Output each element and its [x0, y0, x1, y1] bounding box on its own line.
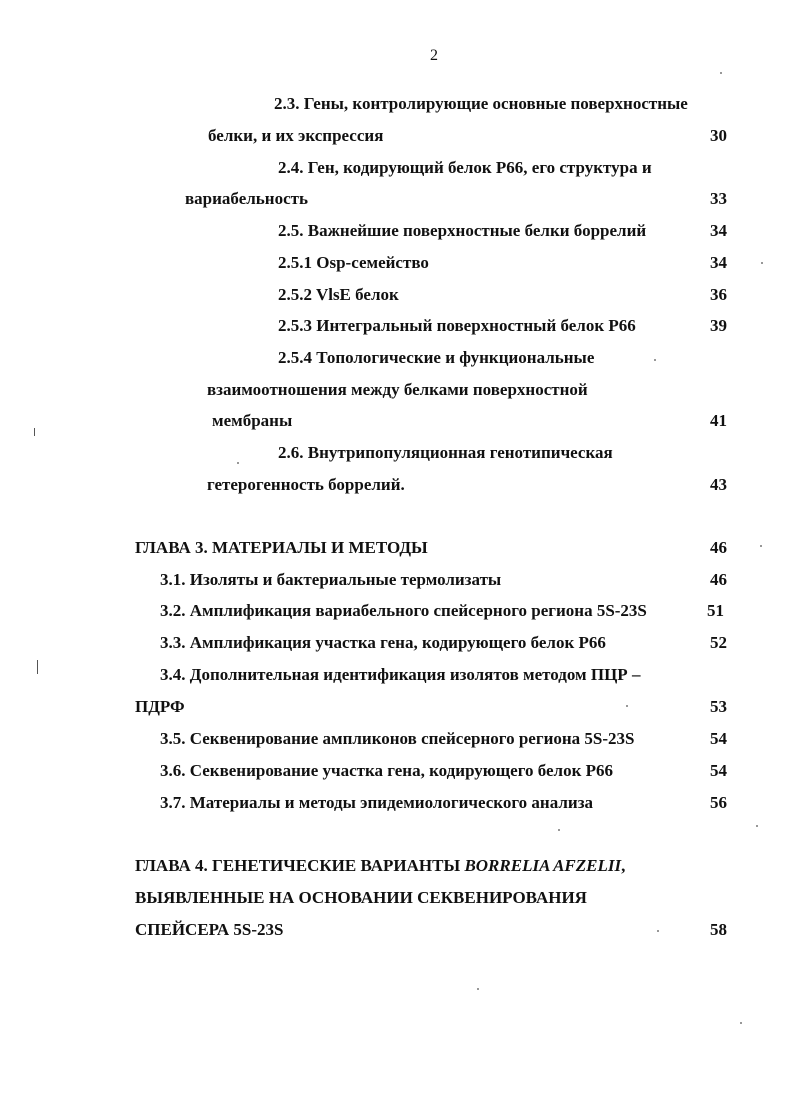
toc-entry-2-5-4-line1: 2.5.4 Топологические и функциональные: [278, 348, 595, 367]
toc-entry-2-5-3: 2.5.3 Интегральный поверхностный белок Р66: [278, 316, 636, 335]
toc-page-3-2: 51: [707, 601, 724, 620]
toc-page-2-5-4: 41: [710, 411, 727, 430]
toc-chapter-4-line2: ВЫЯВЛЕННЫЕ НА ОСНОВАНИИ СЕКВЕНИРОВАНИЯ: [135, 888, 587, 907]
scan-speck: [740, 1022, 742, 1024]
toc-page-3-4: 53: [710, 697, 727, 716]
toc-page-2-5: 34: [710, 221, 727, 240]
toc-entry-2-3-line1: 2.3. Гены, контролирующие основные поверхностные: [274, 94, 688, 113]
toc-entry-3-1: 3.1. Изоляты и бактериальные термолизаты: [160, 570, 502, 589]
scan-speck: [657, 930, 659, 932]
toc-entry-3-5: 3.5. Секвенирование ампликонов спейсерного региона 5S-23S: [160, 729, 635, 748]
toc-entry-2-5-4-line2: взаимоотношения между белками поверхностной: [207, 380, 588, 399]
chapter-4-prefix: ГЛАВА 4. ГЕНЕТИЧЕСКИЕ ВАРИАНТЫ: [135, 856, 465, 875]
toc-entry-2-5-4-line3: мембраны: [212, 411, 293, 430]
toc-page-3-5: 54: [710, 729, 727, 748]
toc-entry-2-5-2: 2.5.2 VlsE белок: [278, 285, 399, 304]
toc-entry-2-5-1: 2.5.1 Osp-семейство: [278, 253, 429, 272]
toc-page-2-5-2: 36: [710, 285, 727, 304]
toc-page-2-5-3: 39: [710, 316, 727, 335]
toc-page-3-6: 54: [710, 761, 727, 780]
toc-chapter-3: ГЛАВА 3. МАТЕРИАЛЫ И МЕТОДЫ: [135, 538, 428, 557]
toc-entry-3-7: 3.7. Материалы и методы эпидемиологического анализа: [160, 793, 594, 812]
chapter-4-comma: ,: [621, 856, 626, 875]
scan-speck: [654, 359, 656, 361]
toc-page-3-3: 52: [710, 633, 727, 652]
toc-page-chapter-3: 46: [710, 538, 727, 557]
toc-entry-3-3: 3.3. Амплификация участка гена, кодирующего белок Р66: [160, 633, 606, 652]
toc-page-2-4: 33: [710, 189, 727, 208]
toc-entry-3-6: 3.6. Секвенирование участка гена, кодирующего белок Р66: [160, 761, 614, 780]
margin-mark: [34, 428, 35, 436]
toc-page-2-6: 43: [710, 475, 727, 494]
toc-entry-3-2: 3.2. Амплификация вариабельного спейсерного региона 5S-23S: [160, 601, 647, 620]
toc-entry-3-4-line2: ПДРФ: [135, 697, 185, 716]
scan-speck: [761, 262, 763, 264]
toc-entry-2-4-line1: 2.4. Ген, кодирующий белок Р66, его структура и: [278, 158, 652, 177]
scan-speck: [237, 462, 239, 464]
scan-speck: [756, 825, 758, 827]
toc-page-3-7: 56: [710, 793, 727, 812]
scan-speck: [626, 705, 628, 707]
chapter-4-species: BORRELIA AFZELII: [464, 856, 622, 875]
toc-entry-2-4-line2: вариабельность: [185, 189, 308, 208]
scan-speck: [760, 545, 762, 547]
toc-page-2-3: 30: [710, 126, 727, 145]
page-number: 2: [430, 47, 438, 64]
scan-speck: [720, 72, 722, 74]
toc-entry-2-3-line2: белки, и их экспрессия: [208, 126, 384, 145]
toc-page-chapter-4: 58: [710, 920, 727, 939]
toc-page-3-1: 46: [710, 570, 727, 589]
toc-chapter-4-line3: СПЕЙСЕРА 5S-23S: [135, 920, 284, 939]
toc-entry-2-6-line2: гетерогенность боррелий.: [207, 475, 405, 494]
toc-page-2-5-1: 34: [710, 253, 727, 272]
margin-mark: [37, 660, 38, 674]
toc-entry-2-6-line1: 2.6. Внутрипопуляционная генотипическая: [278, 443, 613, 462]
scan-speck: [477, 988, 479, 990]
toc-entry-3-4-line1: 3.4. Дополнительная идентификация изолятов методом ПЦР –: [160, 665, 641, 684]
scan-speck: [558, 829, 560, 831]
toc-chapter-4-line1: [135, 856, 625, 876]
toc-entry-2-5: 2.5. Важнейшие поверхностные белки боррелий: [278, 221, 647, 240]
